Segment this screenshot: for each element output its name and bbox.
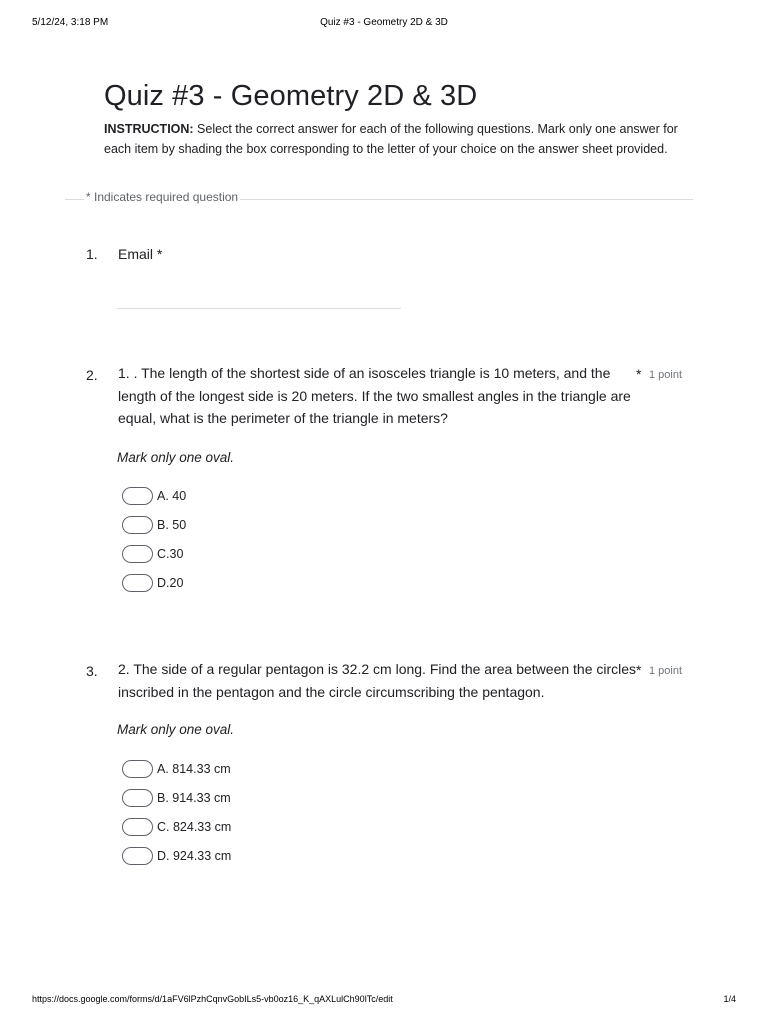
radio-oval[interactable] (122, 847, 153, 865)
option-label: D.20 (157, 576, 184, 590)
question-text-2: 1. . The length of the shortest side of an isosceles triangle is 10 meters, and the length of the longest side is 20 meters. If the two smallest angles in the triangle are equal, what is the perimeter of the triangle in meters? (118, 365, 631, 426)
question-number-1: 1. (86, 246, 98, 262)
option-label: C.30 (157, 547, 184, 561)
instruction-text: Select the correct answer for each of the following questions. Mark only one answer for each item by shading the box corresponding to the letter of your choice on the answer sheet provided. (104, 122, 678, 156)
mark-only-one-oval: Mark only one oval. (117, 722, 235, 737)
instruction-label: INSTRUCTION: (104, 122, 194, 136)
print-footer (32, 994, 736, 1008)
option-label: A. 40 (157, 489, 187, 503)
radio-oval[interactable] (122, 516, 153, 534)
question-number-2: 2. (86, 367, 98, 383)
print-page-number: 1/4 (723, 994, 736, 1004)
option-label: B. 50 (157, 518, 187, 532)
form-instruction (104, 120, 684, 159)
question-text-email: Email * (118, 246, 163, 262)
radio-oval[interactable] (122, 789, 153, 807)
option-label: A. 814.33 cm (157, 762, 231, 776)
print-header (32, 17, 736, 31)
option-row[interactable] (122, 516, 186, 534)
question-points: 1 point (649, 665, 683, 677)
print-datetime: 5/12/24, 3:18 PM (32, 17, 109, 28)
required-question-note: * Indicates required question (86, 190, 239, 204)
radio-oval[interactable] (122, 574, 153, 592)
print-url: https://docs.google.com/forms/d/1aFV6lPzhCqnvGobILs5-vb0oz16_K_qAXLulCh90lTc/edit (32, 994, 393, 1004)
question-number-3: 3. (86, 663, 98, 679)
radio-oval[interactable] (122, 818, 153, 836)
email-input-line[interactable] (117, 308, 401, 309)
option-row[interactable] (122, 789, 231, 807)
option-row[interactable] (122, 487, 186, 505)
radio-oval[interactable] (122, 487, 153, 505)
option-row[interactable] (122, 847, 231, 865)
option-row[interactable] (122, 574, 183, 592)
option-row[interactable] (122, 760, 231, 778)
option-row[interactable] (122, 818, 231, 836)
form-title: Quiz #3 - Geometry 2D & 3D (104, 80, 478, 112)
required-asterisk: * (636, 366, 642, 382)
radio-oval[interactable] (122, 545, 153, 563)
print-doc-title: Quiz #3 - Geometry 2D & 3D (320, 17, 448, 28)
mark-only-one-oval: Mark only one oval. (117, 450, 235, 465)
option-label: B. 914.33 cm (157, 791, 231, 805)
option-label: C. 824.33 cm (157, 820, 232, 834)
question-text-3: 2. The side of a regular pentagon is 32.2 cm long. Find the area between the circles inscribed in the pentagon and the circle circumscribing the pentagon. (118, 661, 637, 700)
required-asterisk: * (636, 662, 642, 678)
option-label: D. 924.33 cm (157, 849, 232, 863)
option-row[interactable] (122, 545, 183, 563)
question-points: 1 point (649, 369, 683, 381)
radio-oval[interactable] (122, 760, 153, 778)
